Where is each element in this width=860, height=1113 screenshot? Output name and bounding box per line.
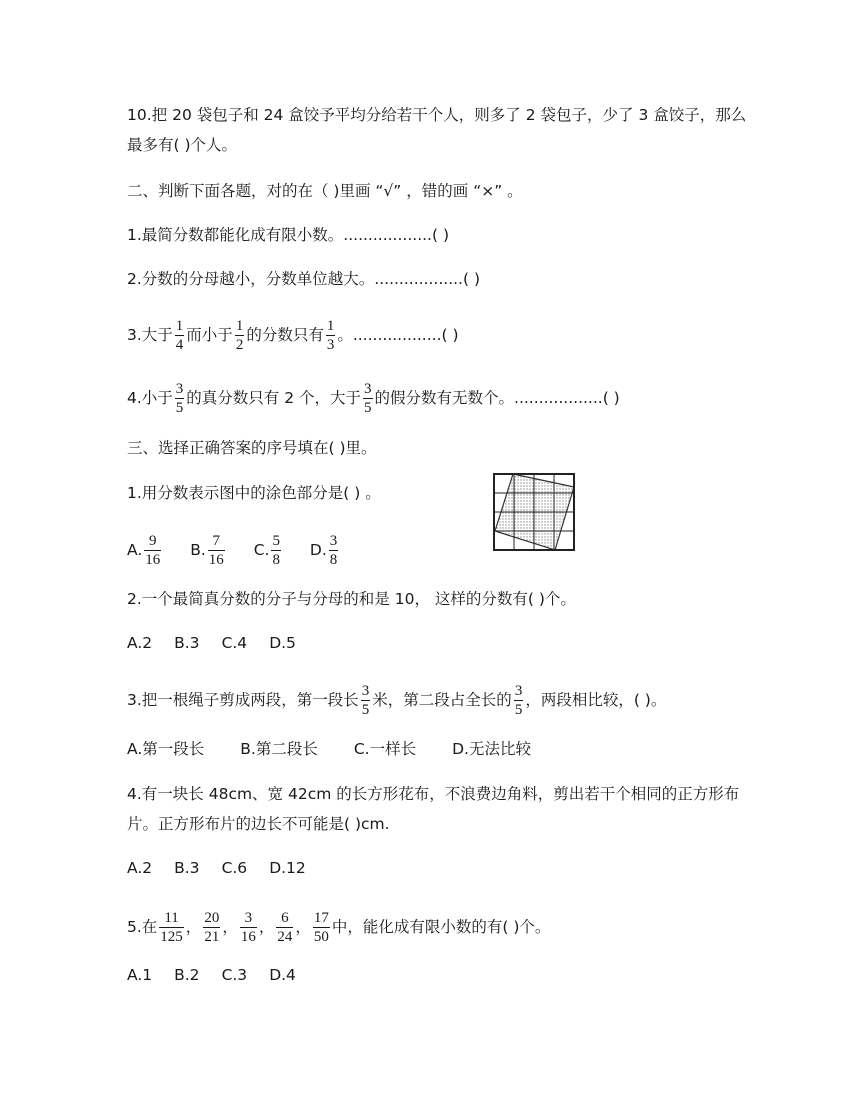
option-c: C.3 xyxy=(221,966,248,984)
option-a: A.2 xyxy=(127,859,153,877)
option-a: A.第一段长 xyxy=(127,740,205,758)
numerator: 5 xyxy=(272,533,280,549)
option-a: A.1 xyxy=(127,966,153,984)
fraction xyxy=(159,910,184,945)
option-c: C.6 xyxy=(221,859,248,877)
option-d: D.5 xyxy=(269,634,296,652)
fraction xyxy=(208,533,225,568)
option-b: B.3 xyxy=(174,634,200,652)
numerator: 7 xyxy=(212,533,221,549)
denominator: 50 xyxy=(313,929,329,945)
denominator: 4 xyxy=(175,337,184,353)
s3-q3-prefix: 3.把一根绳子剪成两段，第一段长 xyxy=(127,691,359,709)
option-label: B. xyxy=(190,541,206,559)
separator: ， xyxy=(185,918,202,936)
numerator: 20 xyxy=(204,910,220,926)
option-d: D.12 xyxy=(269,859,306,877)
s2-q3 xyxy=(127,318,459,353)
denominator: 21 xyxy=(204,929,220,945)
s3-q5-options xyxy=(127,964,318,986)
denominator: 16 xyxy=(145,552,161,568)
s3-q5-text xyxy=(127,910,550,945)
option-d: D.4 xyxy=(269,966,296,984)
option-b: B.2 xyxy=(174,966,200,984)
numerator: 6 xyxy=(281,910,289,926)
numerator: 3 xyxy=(364,381,372,397)
s3-q5-suffix: 中，能化成有限小数的有( )个。 xyxy=(331,918,551,936)
s3-q2-text: 2.一个最简真分数的分子与分母的和是 10， 这样的分数有( )个。 xyxy=(127,590,576,608)
fraction xyxy=(363,381,373,416)
fraction xyxy=(271,533,281,568)
denominator: 5 xyxy=(175,400,184,416)
s2-q2: 2.分数的分母越小，分数单位越大。..................( ) xyxy=(127,270,480,288)
numerator: 3 xyxy=(514,683,523,699)
denominator: 16 xyxy=(240,929,256,945)
denominator: 8 xyxy=(272,552,280,568)
s2-q4-mid1: 的真分数只有 2 个，大于 xyxy=(186,389,362,407)
s3-q1-options xyxy=(127,533,362,568)
fraction xyxy=(361,683,371,718)
s2-q3-mid1: 而小于 xyxy=(186,326,233,344)
numerator: 9 xyxy=(149,533,157,549)
fraction xyxy=(326,318,336,353)
s3-q3-text xyxy=(127,683,666,718)
numerator: 3 xyxy=(329,533,338,549)
option-a: A.2 xyxy=(127,634,153,652)
option-d xyxy=(310,533,340,568)
fraction xyxy=(240,910,257,945)
option-b: B.第二段长 xyxy=(240,740,318,758)
numerator: 3 xyxy=(361,683,370,699)
s2-q3-prefix: 3.大于 xyxy=(127,326,173,344)
separator: ， xyxy=(295,918,311,936)
denominator: 3 xyxy=(326,337,335,353)
numerator: 1 xyxy=(175,318,184,334)
fraction xyxy=(329,533,339,568)
section3-title: 三、选择正确答案的序号填在( )里。 xyxy=(127,439,377,457)
denominator: 5 xyxy=(514,702,523,718)
numerator: 3 xyxy=(175,381,184,397)
shaded-grid-figure xyxy=(493,473,575,551)
s2-q1: 1.最简分数都能化成有限小数。..................( ) xyxy=(127,226,449,244)
option-label: A. xyxy=(127,541,143,559)
s3-q2-options xyxy=(127,632,318,654)
denominator: 16 xyxy=(208,552,224,568)
option-a xyxy=(127,533,163,568)
denominator: 8 xyxy=(329,552,338,568)
s3-q4-options xyxy=(127,857,328,879)
denominator: 5 xyxy=(364,400,372,416)
option-label: D. xyxy=(309,541,327,559)
numerator: 11 xyxy=(164,910,179,926)
option-d: D.无法比较 xyxy=(452,740,531,758)
option-label: C. xyxy=(253,541,270,559)
s3-q3-options xyxy=(127,738,567,760)
fraction xyxy=(144,533,161,568)
s2-q4-prefix: 4.小于 xyxy=(127,389,173,407)
q10-line2: 最多有( )个人。 xyxy=(127,136,238,154)
numerator: 3 xyxy=(244,910,253,926)
option-c: C.4 xyxy=(221,634,248,652)
numerator: 1 xyxy=(326,318,335,334)
option-b xyxy=(190,533,227,568)
s2-q3-mid2: 的分数只有 xyxy=(246,326,324,344)
separator: ， xyxy=(222,918,238,936)
fraction xyxy=(203,910,220,945)
s2-q3-suffix: 。..................( ) xyxy=(337,326,459,344)
s3-q4-line2: 片。正方形布片的边长不可能是( )cm. xyxy=(127,815,390,833)
section2-title: 二、判断下面各题，对的在（ )里画 “√” ，错的画 “×” 。 xyxy=(127,182,523,200)
denominator: 24 xyxy=(277,929,293,945)
fraction xyxy=(514,683,524,718)
fraction xyxy=(175,381,185,416)
fraction xyxy=(313,910,330,945)
s3-q4-line1: 4.有一块长 48cm、宽 42cm 的长方形花布，不浪费边角料，剪出若干个相同的正方形布 xyxy=(127,785,740,803)
s3-q1-text: 1.用分数表示图中的涂色部分是( ) 。 xyxy=(127,484,381,502)
s3-q3-suffix: ，两段相比较，( )。 xyxy=(525,691,667,709)
option-c xyxy=(254,533,283,568)
fraction xyxy=(175,318,185,353)
q10-line1: 10.把 20 袋包子和 24 盒饺予平均分给若干个人，则多了 2 袋包子，少了 3 盒饺子，那么 xyxy=(127,106,747,124)
fraction xyxy=(235,318,245,353)
numerator: 1 xyxy=(235,318,244,334)
s2-q4-suffix: 的假分数有无数个。..................( ) xyxy=(374,389,620,407)
s3-q5-prefix: 5.在 xyxy=(127,918,158,936)
s2-q4 xyxy=(127,381,620,416)
option-c: C.一样长 xyxy=(353,740,417,758)
s3-q3-mid: 米，第二段占全长的 xyxy=(372,691,512,709)
denominator: 2 xyxy=(235,337,244,353)
fraction xyxy=(276,910,293,945)
separator: ， xyxy=(258,918,275,936)
denominator: 125 xyxy=(160,929,183,945)
option-b: B.3 xyxy=(174,859,200,877)
numerator: 17 xyxy=(313,910,329,926)
denominator: 5 xyxy=(361,702,370,718)
